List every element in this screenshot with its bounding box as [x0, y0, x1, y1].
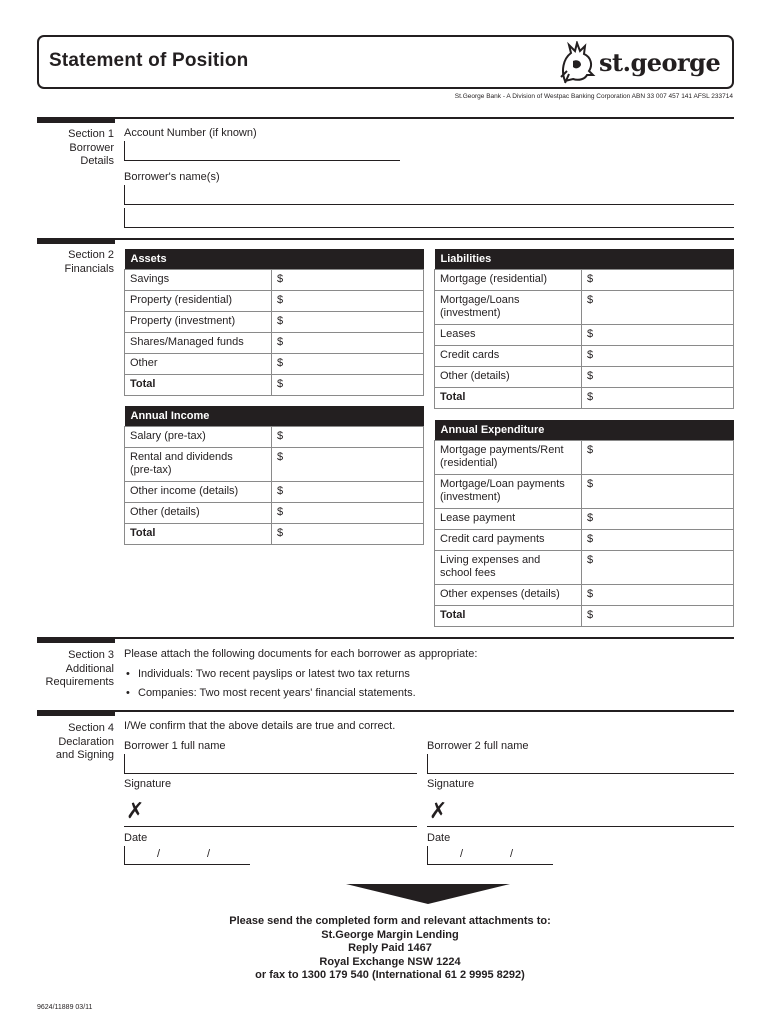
table-row	[435, 325, 734, 346]
row-label: Shares/Managed funds	[125, 333, 272, 354]
amount-input[interactable]: $	[272, 354, 424, 375]
amount-input[interactable]: $	[582, 475, 734, 509]
send-line: Royal Exchange NSW 1224	[319, 955, 461, 968]
borrower-name-input-2[interactable]	[124, 208, 734, 228]
section2-label: Section 2 Financials	[64, 249, 114, 275]
row-label: Mortgage (residential)	[435, 270, 582, 291]
send-line: or fax to 1300 179 540 (International 61 2 9995 8292)	[255, 969, 525, 981]
section1-label: Section 1 Borrower Details	[68, 128, 114, 167]
table-row	[435, 551, 734, 585]
total-amount-input[interactable]: $	[582, 606, 734, 627]
total-amount-input[interactable]: $	[272, 375, 424, 396]
down-arrow-icon	[346, 884, 510, 904]
section3-label: Section 3 Additional Requirements	[45, 649, 114, 688]
list-item: • Companies: Two most recent years' financial statements.	[124, 687, 416, 699]
total-amount-input[interactable]: $	[272, 524, 424, 545]
table-row	[125, 427, 424, 448]
date-separator: /	[510, 848, 514, 860]
row-label: Savings	[125, 270, 272, 291]
borrower1-name-label: Borrower 1 full name	[124, 740, 226, 752]
section2-rule	[37, 238, 734, 244]
row-label: Property (residential)	[125, 291, 272, 312]
borrower2-name-label: Borrower 2 full name	[427, 740, 529, 752]
amount-input[interactable]: $	[272, 270, 424, 291]
table-row	[435, 530, 734, 551]
send-line: St.George Margin Lending	[321, 928, 459, 941]
amount-input[interactable]: $	[582, 530, 734, 551]
table-row	[125, 291, 424, 312]
sign-here-cross-icon: ✗	[429, 798, 448, 823]
signature1-field[interactable]	[124, 794, 417, 827]
table-row	[125, 482, 424, 503]
table-row	[125, 270, 424, 291]
table-row	[435, 270, 734, 291]
expenditure-table	[434, 420, 734, 627]
amount-input[interactable]: $	[272, 291, 424, 312]
row-label: Credit card payments	[435, 530, 582, 551]
row-label: Other income (details)	[125, 482, 272, 503]
total-label: Total	[125, 524, 272, 545]
section4-rule	[37, 710, 734, 716]
list-item: • Individuals: Two recent payslips or latest two tax returns	[124, 668, 416, 680]
st-george-logo	[557, 41, 727, 85]
amount-input[interactable]: $	[272, 427, 424, 448]
send-line: Please send the completed form and relevant attachments to:	[229, 915, 551, 927]
date1-input[interactable]	[124, 846, 250, 865]
date2-label: Date	[427, 832, 451, 844]
row-label: Living expenses and school fees	[435, 551, 582, 585]
send-instructions	[220, 915, 560, 983]
dragon-icon	[557, 41, 599, 85]
row-label: Other (details)	[435, 367, 582, 388]
amount-input[interactable]: $	[582, 270, 734, 291]
required-documents-list	[124, 668, 416, 706]
signature2-field[interactable]	[427, 794, 734, 827]
form-code: 9624/11889 03/11	[37, 1004, 93, 1011]
borrower-names-label: Borrower's name(s)	[124, 171, 220, 183]
assets-table	[124, 249, 424, 396]
row-label: Mortgage payments/Rent (residential)	[435, 441, 582, 475]
total-row	[125, 524, 424, 545]
amount-input[interactable]: $	[272, 333, 424, 354]
amount-input[interactable]: $	[582, 585, 734, 606]
section3-intro: Please attach the following documents for each borrower as appropriate:	[124, 648, 478, 660]
date1-label: Date	[124, 832, 148, 844]
total-row	[125, 375, 424, 396]
borrower1-name-input[interactable]	[124, 754, 417, 774]
table-row	[435, 346, 734, 367]
table-row	[435, 291, 734, 325]
signature2-label: Signature	[427, 778, 475, 790]
amount-input[interactable]: $	[272, 482, 424, 503]
amount-input[interactable]: $	[582, 551, 734, 585]
section1-rule	[37, 117, 734, 123]
account-number-label: Account Number (if known)	[124, 127, 257, 139]
amount-input[interactable]: $	[582, 346, 734, 367]
date-separator: /	[157, 848, 161, 860]
row-label: Lease payment	[435, 509, 582, 530]
table-row	[125, 448, 424, 482]
header-box	[37, 35, 734, 89]
row-label: Mortgage/Loans (investment)	[435, 291, 582, 325]
amount-input[interactable]: $	[582, 441, 734, 475]
row-label: Other	[125, 354, 272, 375]
total-label: Total	[435, 388, 582, 409]
row-label: Mortgage/Loan payments (investment)	[435, 475, 582, 509]
borrower2-name-input[interactable]	[427, 754, 734, 774]
borrower-name-input-1[interactable]	[124, 185, 734, 205]
amount-input[interactable]: $	[582, 509, 734, 530]
section4-label: Section 4 Declaration and Signing	[55, 722, 114, 761]
row-label: Other (details)	[125, 503, 272, 524]
table-row	[435, 509, 734, 530]
row-label: Salary (pre-tax)	[125, 427, 272, 448]
row-label: Property (investment)	[125, 312, 272, 333]
page-title: Statement of Position	[49, 50, 249, 71]
section3-rule	[37, 637, 734, 643]
amount-input[interactable]: $	[272, 503, 424, 524]
row-label: Credit cards	[435, 346, 582, 367]
date2-input[interactable]	[427, 846, 553, 865]
income-table	[124, 406, 424, 545]
send-line: Reply Paid 1467	[348, 942, 432, 954]
date-separator: /	[207, 848, 211, 860]
logo-text: st.george	[599, 48, 721, 77]
liabilities-table	[434, 249, 734, 409]
total-label: Total	[435, 606, 582, 627]
amount-input[interactable]: $	[582, 325, 734, 346]
table-row	[125, 333, 424, 354]
declaration-text: I/We confirm that the above details are true and correct.	[124, 720, 396, 732]
table-row	[435, 475, 734, 509]
liabilities-heading: Liabilities	[435, 249, 734, 270]
amount-input[interactable]: $	[272, 312, 424, 333]
bank-subtitle: St.George Bank - A Division of Westpac Banking Corporation ABN 33 007 457 141 AFSL 233714	[454, 93, 733, 100]
total-row	[435, 388, 734, 409]
amount-input[interactable]: $	[582, 367, 734, 388]
row-label: Rental and dividends (pre-tax)	[125, 448, 272, 482]
total-row	[435, 606, 734, 627]
row-label: Other expenses (details)	[435, 585, 582, 606]
amount-input[interactable]: $	[272, 448, 424, 482]
total-amount-input[interactable]: $	[582, 388, 734, 409]
account-number-input[interactable]	[124, 141, 400, 161]
table-row	[125, 312, 424, 333]
table-row	[435, 441, 734, 475]
table-row	[435, 585, 734, 606]
amount-input[interactable]: $	[582, 291, 734, 325]
table-row	[435, 367, 734, 388]
signature1-label: Signature	[124, 778, 172, 790]
assets-heading: Assets	[125, 249, 424, 270]
income-heading: Annual Income	[125, 406, 424, 427]
date-separator: /	[460, 848, 464, 860]
table-row	[125, 503, 424, 524]
row-label: Leases	[435, 325, 582, 346]
total-label: Total	[125, 375, 272, 396]
table-row	[125, 354, 424, 375]
sign-here-cross-icon: ✗	[126, 798, 145, 823]
expenditure-heading: Annual Expenditure	[435, 420, 734, 441]
